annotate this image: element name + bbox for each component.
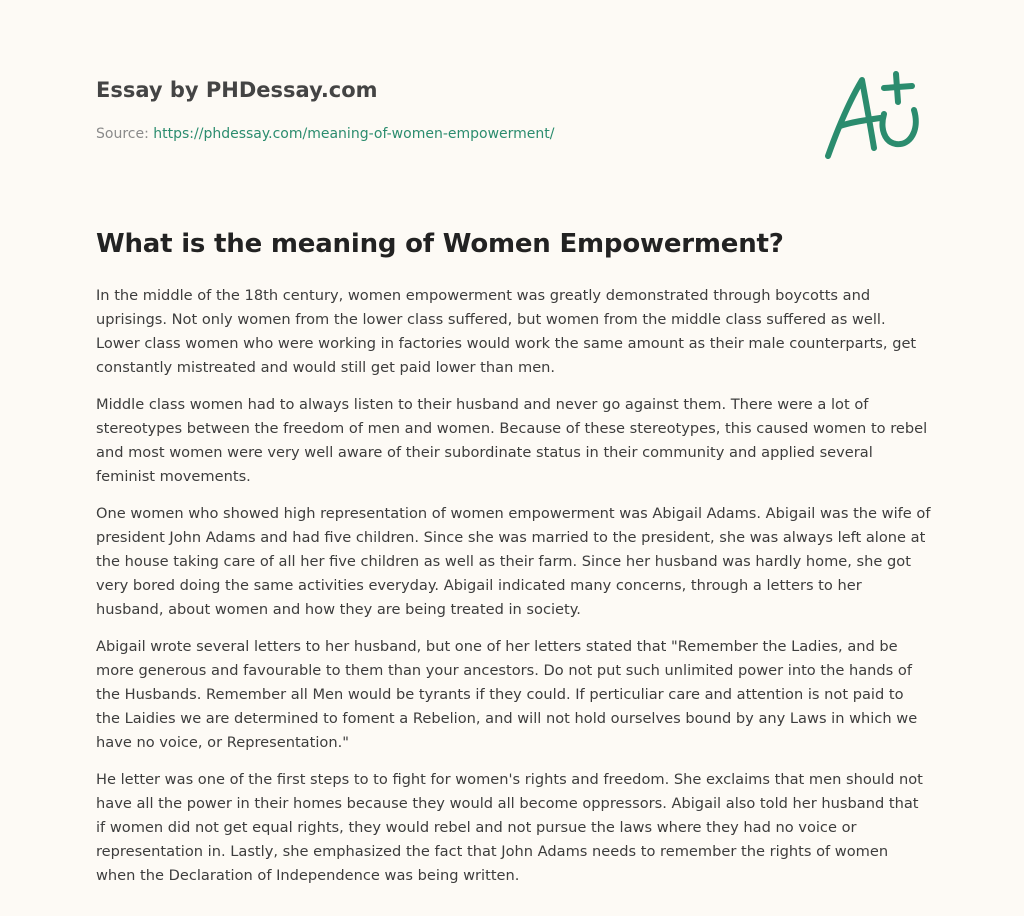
essay-title: What is the meaning of Women Empowerment?: [96, 229, 784, 259]
essay-paragraph: Middle class women had to always listen to their husband and never go against them. There were a lot of stereotypes between the freedom of men and women. Because of these stereotypes, this caused women to rebel and most women were very well aware of their subordinate status in their community and applied several feminist movements.: [96, 396, 928, 485]
essay-paragraph: In the middle of the 18th century, women empowerment was greatly demonstrated through boycotts and uprisings. Not only women from the lower class suffered, but women from the middle class suffered as well. Lower class women who were working in factories would work the same amount as their male counterparts, get constantly mistreated and would still get paid lower than men.: [96, 287, 917, 376]
site-brand: Essay by PHDessay.com: [96, 78, 378, 102]
essay-paragraph: One women who showed high representation of women empowerment was Abigail Adams. Abigail was the wife of president John Adams and had five children. Since she was married to the president, she was always left alone at the house taking care of all her five children as well as their farm. Since her husband was hardly home, she got very bored doing the same activities everyday. Abigail indicated many concerns, through a letters to her husband, about women and how they are being treated in society.: [96, 505, 931, 618]
a-plus-grade-icon: [818, 68, 930, 168]
source-line: [96, 124, 716, 144]
essay-paragraph: Abigail wrote several letters to her husband, but one of her letters stated that "Remember the Ladies, and be more generous and favourable to them than your ancestors. Do not put such unlimited power into the hands of the Husbands. Remember all Men would be tyrants if they could. If perticuliar care and attention is not paid to the Laidies we are determined to foment a Rebelion, and will not hold ourselves bound by any Laws in which we have no voice, or Representation.": [96, 638, 918, 751]
source-link[interactable]: https://phdessay.com/meaning-of-women-empowerment/: [153, 126, 555, 142]
essay-paragraph: He letter was one of the first steps to to fight for women's rights and freedom. She exclaims that men should not have all the power in their homes because they would all become oppressors. Abigail also told her husband that if women did not get equal rights, they would rebel and not pursue the laws where they had no voice or representation in. Lastly, she emphasized the fact that John Adams needs to remember the rights of women when the Declaration of Independence was being written.: [96, 771, 923, 884]
source-label: Source:: [96, 126, 154, 142]
page-header: [96, 76, 716, 144]
essay-body: [96, 284, 932, 901]
